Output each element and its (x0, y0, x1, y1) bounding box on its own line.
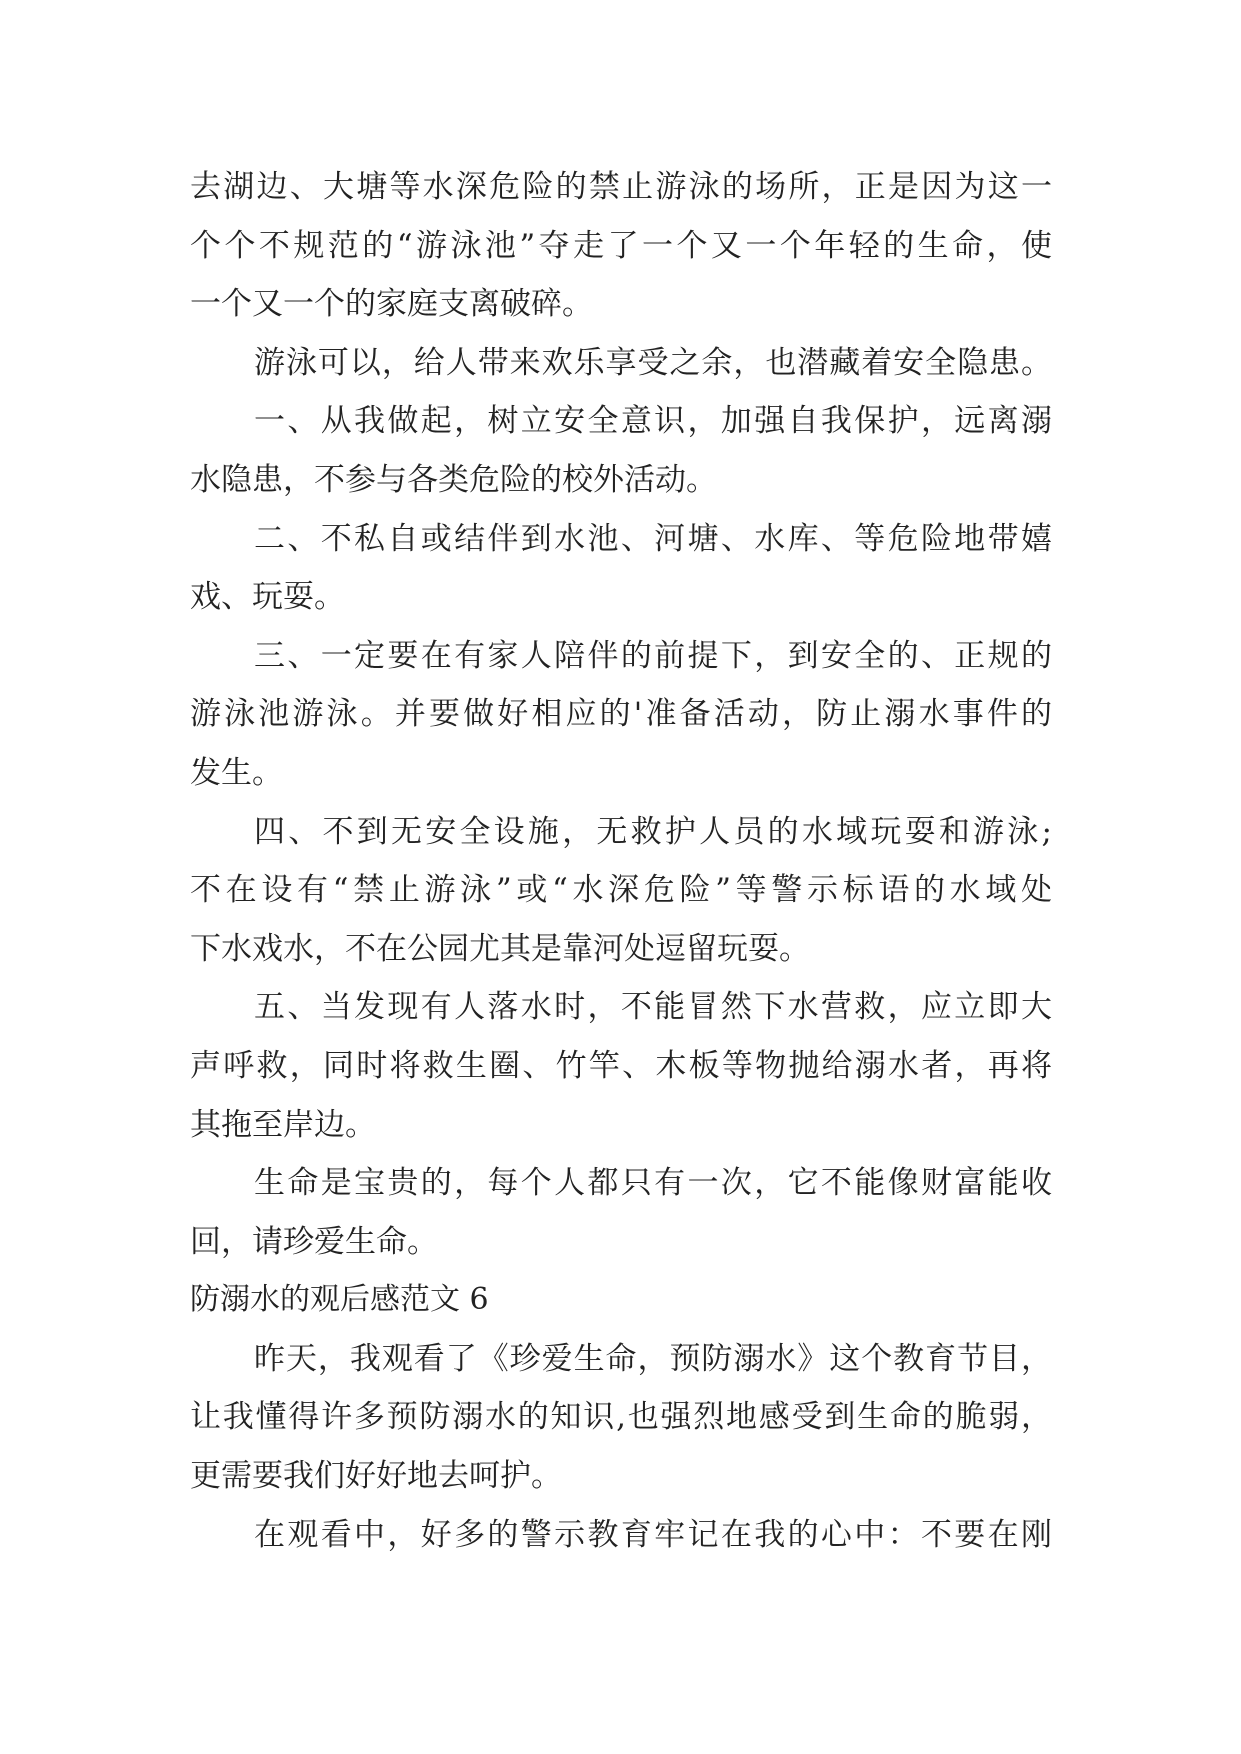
text-line: 让我懂得许多预防溺水的知识,也强烈地感受到生命的脆弱， (190, 1399, 1052, 1436)
text-line: 回，请珍爱生命。 (190, 1223, 438, 1260)
text-line: 一个又一个的家庭支离破碎。 (190, 286, 593, 323)
text-line: 四、不到无安全设施，无救护人员的水域玩耍和游泳; (254, 813, 1052, 850)
text-line: 一、从我做起，树立安全意识，加强自我保护，远离溺 (254, 403, 1052, 440)
text-line: 下水戏水，不在公园尤其是靠河处逗留玩耍。 (190, 930, 810, 967)
text-line: 不在设有“禁止游泳”或“水深危险”等警示标语的水域处 (190, 872, 1052, 909)
text-line: 水隐患，不参与各类危险的校外活动。 (190, 461, 717, 498)
text-line: 个个不规范的“游泳池”夺走了一个又一个年轻的生命，使 (190, 227, 1052, 264)
document-body (190, 158, 1052, 1564)
text-line: 发生。 (190, 754, 283, 791)
text-line: 二、不私自或结伴到水池、河塘、水库、等危险地带嬉 (254, 520, 1052, 557)
text-line: 声呼救，同时将救生圈、竹竿、木板等物抛给溺水者，再将 (190, 1047, 1052, 1084)
text-line: 更需要我们好好地去呵护。 (190, 1458, 562, 1495)
text-line: 三、一定要在有家人陪伴的前提下，到安全的、正规的 (254, 637, 1052, 674)
section-heading: 防溺水的观后感范文 6 (190, 1282, 489, 1318)
text-line: 去湖边、大塘等水深危险的禁止游泳的场所，正是因为这一 (190, 169, 1052, 205)
text-line: 游泳可以，给人带来欢乐享受之余，也潜藏着安全隐患。 (254, 344, 1052, 381)
text-line: 游泳池游泳。并要做好相应的'准备活动，防止溺水事件的 (190, 696, 1052, 733)
text-line: 其拖至岸边。 (190, 1106, 376, 1143)
text-line: 在观看中，好多的警示教育牢记在我的心中：不要在刚 (254, 1516, 1052, 1553)
text-line: 五、当发现有人落水时，不能冒然下水营救，应立即大 (254, 989, 1052, 1026)
text-line: 昨天，我观看了《珍爱生命，预防溺水》这个教育节目， (254, 1340, 1052, 1377)
text-line: 生命是宝贵的，每个人都只有一次，它不能像财富能收 (254, 1165, 1052, 1202)
text-line: 戏、玩耍。 (190, 579, 345, 616)
